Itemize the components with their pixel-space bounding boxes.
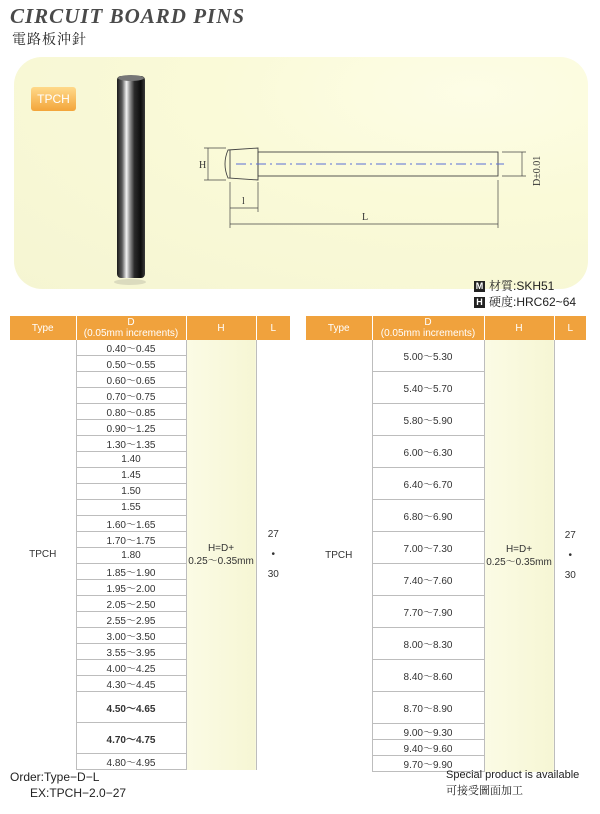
l-cell [554,340,586,772]
l-value: 27 [564,529,576,541]
right-spec-table [306,316,586,772]
hardness-text: 硬度:HRC62~64 [489,295,577,309]
table-row [10,340,290,356]
d-value-cell: 5.80～5.90 [372,404,484,436]
d-value-cell: 1.50 [76,484,186,500]
h-range: 0.25～0.35mm [486,556,552,568]
material-row [474,278,576,294]
d-value-cell: 1.30～1.35 [76,436,186,452]
column-l: L [554,316,586,340]
order-format: Order:Type−D−L [10,770,100,784]
material-icon: M [475,280,484,291]
page-title: CIRCUIT BOARD PINS [10,4,246,28]
d-value-cell: 1.45 [76,468,186,484]
d-value-cell: 5.00～5.30 [372,340,484,372]
order-info [10,769,126,801]
l-value: 30 [267,568,279,580]
drawing-label-len: L [362,212,369,223]
d-value-cell: 0.60～0.65 [76,372,186,388]
d-value-cell: 4.80～4.95 [76,754,186,770]
d-value-cell: 1.80 [76,548,186,564]
d-value-cell: 6.00～6.30 [372,436,484,468]
d-value-cell: 1.40 [76,452,186,468]
column-h: H [186,316,256,340]
d-value-cell: 0.50～0.55 [76,356,186,372]
d-value-cell: 5.40～5.70 [372,372,484,404]
hardness-row [474,294,576,310]
h-cell [186,340,256,770]
d-value-cell: 1.70～1.75 [76,532,186,548]
h-formula: H=D+ [207,542,235,554]
d-value-cell: 0.80～0.85 [76,404,186,420]
pin-photo [108,72,152,288]
d-value-cell: 8.70～8.90 [372,692,484,724]
column-d [372,316,484,340]
special-english: Special product is available [446,769,580,781]
d-value-cell: 1.85～1.90 [76,564,186,580]
drawing-label-l: l [242,196,245,207]
table-header-row [306,316,586,340]
d-value-cell: 9.40～9.60 [372,740,484,756]
column-h: H [484,316,554,340]
column-d [76,316,186,340]
type-cell: TPCH [10,340,76,770]
d-value-cell: 1.95～2.00 [76,580,186,596]
l-value: 27 [267,528,279,540]
d-value-cell: 6.80～6.90 [372,500,484,532]
d-value-cell: 4.70～4.75 [76,723,186,754]
order-example: EX:TPCH−2.0−27 [30,786,127,800]
d-value-cell: 7.40～7.60 [372,564,484,596]
d-value-cell: 4.00～4.25 [76,660,186,676]
column-d-sub: (0.05mm increments) [380,328,476,339]
d-value-cell: 0.40～0.45 [76,340,186,356]
d-value-cell: 9.00～9.30 [372,724,484,740]
left-spec-table [10,316,290,770]
special-chinese: 可接受圖面加工 [446,785,523,797]
column-d-label: D [127,317,135,328]
special-note [446,767,579,799]
d-value-cell: 7.00～7.30 [372,532,484,564]
d-value-cell: 3.00～3.50 [76,628,186,644]
d-value-cell: 0.90～1.25 [76,420,186,436]
drawing-label-h: H [199,160,207,171]
technical-drawing [196,128,556,238]
column-d-label: D [424,317,432,328]
l-value: • [568,549,572,561]
page-subtitle: 電路板沖針 [12,31,87,47]
l-value: • [271,548,275,560]
d-value-cell: 1.55 [76,500,186,516]
h-formula: H=D+ [505,543,533,555]
d-value-cell: 2.05～2.50 [76,596,186,612]
d-value-cell: 9.70～9.90 [372,756,484,772]
d-value-cell: 3.55～3.95 [76,644,186,660]
table-row [306,340,586,372]
column-d-sub: (0.05mm increments) [83,328,179,339]
column-l: L [256,316,290,340]
l-value: 30 [564,569,576,581]
material-text: 材質:SKH51 [489,279,555,293]
column-type: Type [10,316,76,340]
d-value-cell: 4.50～4.65 [76,692,186,723]
product-tag: TPCH [31,87,76,111]
material-info [474,278,576,310]
d-value-cell: 0.70～0.75 [76,388,186,404]
l-cell [256,340,290,770]
table-header-row [10,316,290,340]
d-value-cell: 1.60～1.65 [76,516,186,532]
h-cell [484,340,554,772]
type-cell: TPCH [306,340,372,772]
drawing-label-d: D±0.01 [532,155,543,186]
d-value-cell: 8.00～8.30 [372,628,484,660]
hardness-icon: H [474,297,485,308]
d-value-cell: 4.30～4.45 [76,676,186,692]
d-value-cell: 7.70～7.90 [372,596,484,628]
h-range: 0.25～0.35mm [188,555,254,567]
column-type: Type [306,316,372,340]
d-value-cell: 8.40～8.60 [372,660,484,692]
d-value-cell: 2.55～2.95 [76,612,186,628]
d-value-cell: 6.40～6.70 [372,468,484,500]
